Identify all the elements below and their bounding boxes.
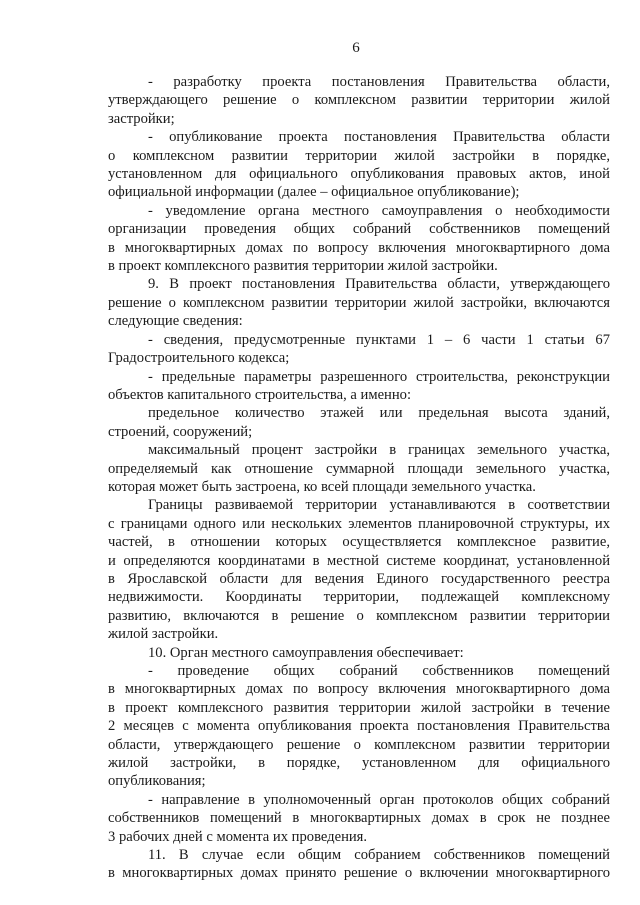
text-line: о комплексном развитии территории жилой застройки в порядке,	[108, 147, 610, 164]
text-line: - проведение общих собраний собственников помещений	[148, 663, 610, 679]
paragraph	[108, 128, 610, 202]
text-line: развитию, включаются в решение о комплексном развитии территории	[108, 607, 610, 624]
text-line: 10. Орган местного самоуправления обеспечивает:	[148, 644, 464, 661]
paragraph	[108, 275, 610, 330]
text-line: - уведомление органа местного самоуправления о необходимости	[148, 202, 610, 219]
text-line: официальной информации (далее – официальное опубликование);	[108, 184, 520, 201]
text-line: в многоквартирных домах принято решение о включении многоквартирного	[108, 865, 610, 882]
text-line: собственников помещений в многоквартирных домах в срок не позднее	[108, 810, 610, 827]
text-line: решение о комплексном развитии территории жилой застройки, включаются	[108, 294, 610, 311]
text-line: Градостроительного кодекса;	[108, 350, 290, 367]
text-line: установленном для официального опубликования правовых актов, иной	[108, 166, 610, 183]
text-line: недвижимости. Координаты территории, подлежащей комплексному	[108, 589, 610, 606]
text-line: частей, в отношении которых осуществляется комплексное развитие,	[108, 534, 610, 551]
text-line: объектов капитального строительства, а именно:	[108, 386, 412, 403]
text-line: предельное количество этажей или предельная высота зданий,	[148, 405, 610, 422]
text-line: и определяются координатами в местной системе координат, установленной	[108, 552, 610, 569]
text-line: 9. В проект постановления Правительства области, утверждающего	[148, 276, 610, 293]
text-line: максимальный процент застройки в границах земельного участка,	[148, 442, 610, 459]
text-line: определяемый как отношение суммарной площади земельного участка,	[108, 460, 610, 477]
paragraph	[108, 441, 610, 496]
text-line: 3 рабочих дней с момента их проведения.	[108, 828, 368, 845]
page-number: 6	[352, 40, 360, 56]
paragraph	[108, 791, 610, 846]
paragraph	[108, 662, 610, 791]
text-line: в проект комплексного развития территории жилой застройки.	[108, 258, 498, 275]
text-line: утверждающего решение о комплексном развитии территории жилой	[108, 92, 610, 109]
text-line: которая может быть застроена, ко всей площади земельного участка.	[108, 478, 536, 495]
text-line: - сведения, предусмотренные пунктами 1 – 6 части 1 статьи 67	[148, 331, 610, 348]
text-line: - направление в уполномоченный орган протоколов общих собраний	[148, 791, 610, 808]
text-line: организации проведения общих собраний собственников помещений	[108, 221, 610, 238]
text-line: строений, сооружений;	[108, 423, 253, 440]
text-line: - разработку проекта постановления Правительства области,	[148, 74, 610, 90]
text-line: области, утверждающего решение о комплексном развитии территории	[108, 736, 610, 753]
text-line: в многоквартирных домах по вопросу включения многоквартирного дома	[108, 239, 610, 256]
text-line: в многоквартирных домах по вопросу включения многоквартирного дома	[108, 681, 610, 698]
paragraph	[108, 846, 610, 883]
text-line: - предельные параметры разрешенного строительства, реконструкции	[148, 368, 610, 385]
text-line: жилой застройки.	[108, 626, 219, 643]
paragraph	[108, 368, 610, 405]
text-line: опубликования;	[108, 773, 206, 790]
text-line: в Ярославской области для ведения Единого государственного реестра	[108, 570, 610, 587]
text-line: 11. В случае если общим собранием собственников помещений	[148, 847, 610, 864]
text-line: следующие сведения:	[108, 313, 243, 330]
text-line: застройки;	[108, 110, 175, 127]
text-line: в проект комплексного развития территории жилой застройки в течение	[108, 699, 610, 716]
text-line: жилой застройки, в порядке, установленном для официального	[108, 755, 610, 772]
paragraph	[108, 73, 610, 128]
paragraph	[108, 202, 610, 276]
text-line: с границами одного или нескольких элементов планировочной структуры, их	[108, 515, 610, 532]
document-body	[108, 73, 610, 883]
text-line: Границы развиваемой территории устанавливаются в соответствии	[148, 497, 610, 514]
paragraph	[108, 644, 610, 662]
text-line: - опубликование проекта постановления Правительства области	[148, 129, 610, 146]
paragraph	[108, 331, 610, 368]
text-line: 2 месяцев с момента опубликования проекта постановления Правительства	[108, 718, 610, 735]
paragraph	[108, 496, 610, 643]
paragraph	[108, 404, 610, 441]
